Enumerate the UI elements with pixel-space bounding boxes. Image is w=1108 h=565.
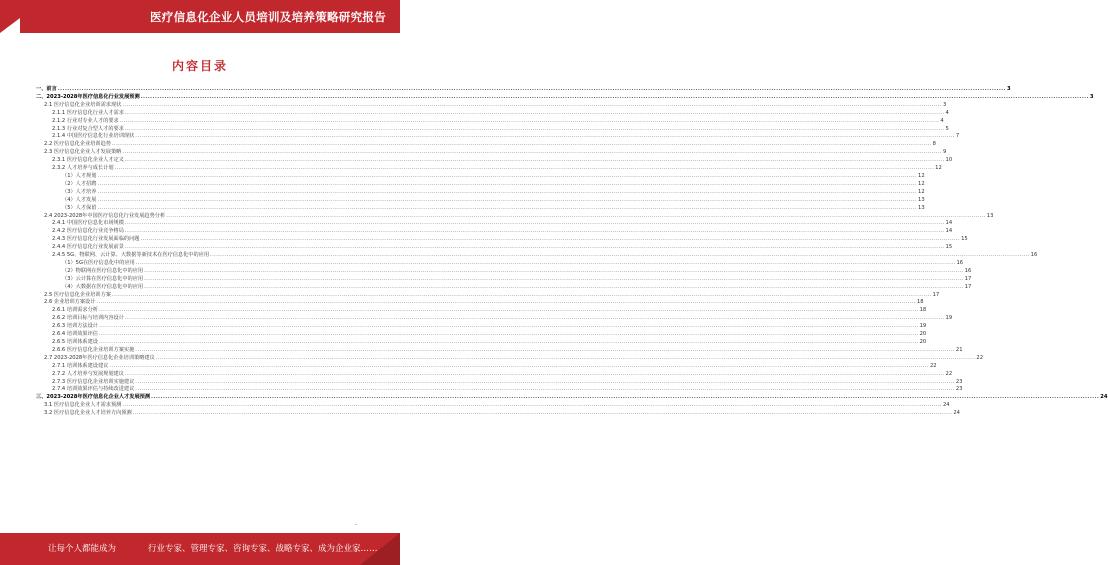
toc-entry[interactable] bbox=[32, 252, 1038, 260]
toc-entry-title: 2.1.3 行业对复合型人才的要求 bbox=[52, 125, 124, 132]
toc-entry-page: 18 bbox=[919, 307, 927, 314]
toc-entry-page: 9 bbox=[942, 149, 947, 156]
toc-entry-title: 2.6.6 医疗信息化企业培训方案实施 bbox=[52, 346, 135, 353]
toc-entry-title: （4）人才发展 bbox=[62, 196, 97, 203]
toc-entry-title: 2.4.5 5G、物联网、云计算、大数据等新技术在医疗信息化中的应用 bbox=[52, 252, 210, 259]
toc-heading: 内容目录 bbox=[171, 59, 228, 73]
toc-entry-page: 10 bbox=[945, 157, 953, 164]
header-banner bbox=[0, 0, 400, 33]
toc-entry-page: 13 bbox=[918, 196, 925, 203]
toc-entry-title: 2.5 医疗信息化企业培训方案 bbox=[44, 291, 111, 298]
toc-entry-page: 18 bbox=[917, 299, 924, 306]
toc-entry-page: 17 bbox=[964, 283, 972, 290]
toc-entry[interactable] bbox=[32, 172, 925, 181]
toc-leader-dots: ................................................................................................................................................................................................................................................................................................................................................................................................................ bbox=[97, 172, 918, 179]
toc-entry-page: 3 bbox=[942, 101, 947, 108]
toc-entry-page: 5 bbox=[945, 125, 949, 132]
toc-entry-page: 24 bbox=[1100, 394, 1108, 401]
toc-entry-page: 3 bbox=[1089, 93, 1094, 100]
toc-entry-page: 7 bbox=[955, 133, 960, 140]
toc-leader-dots: ................................................................................................................................................................................................................................................................................................................................................................................................................ bbox=[97, 204, 918, 211]
toc-entry-page: 12 bbox=[935, 165, 942, 172]
toc-entry-title: 2.6.4 培训效果评估 bbox=[52, 331, 98, 338]
toc-leader-dots: ................................................................................................................................................................................................................................................................................................................................................................................................................ bbox=[124, 315, 945, 322]
toc-entry-page: 8 bbox=[932, 141, 936, 148]
toc-entry-title: （3）人才培养 bbox=[62, 188, 97, 195]
toc-entry[interactable] bbox=[32, 86, 1011, 94]
toc-entry[interactable] bbox=[32, 236, 968, 244]
toc-entry[interactable] bbox=[32, 93, 1094, 102]
toc-entry-title: 二、2023-2028年医疗信息化行业发展预测 bbox=[36, 93, 140, 100]
toc-entry[interactable] bbox=[32, 339, 927, 347]
toc-entry-page: 24 bbox=[953, 410, 960, 417]
toc-entry[interactable] bbox=[32, 331, 927, 339]
toc-entry-page: 3 bbox=[1007, 86, 1011, 92]
toc-entry[interactable] bbox=[32, 244, 953, 252]
toc-entry-title: 三、2023-2028年医疗信息化企业人才发展预测 bbox=[36, 394, 151, 401]
toc-entry-page: 20 bbox=[919, 331, 927, 338]
toc-entry-title: 2.4.4 医疗信息化行业发展前景 bbox=[52, 244, 124, 251]
toc-entry-title: 3.2 医疗信息化企业人才培养方向预测 bbox=[44, 410, 132, 417]
toc-entry[interactable] bbox=[32, 267, 972, 276]
table-of-contents bbox=[32, 86, 1108, 418]
toc-entry-title: 2.3.1 医疗信息化企业人才定义 bbox=[52, 157, 124, 164]
toc-entry-title: 2.4.2 医疗信息化行业竞争格局 bbox=[52, 228, 124, 235]
toc-entry-page: 23 bbox=[955, 378, 963, 385]
toc-entry[interactable] bbox=[32, 370, 953, 379]
toc-entry[interactable] bbox=[32, 275, 972, 284]
footer-banner bbox=[0, 533, 400, 565]
toc-entry-page: 15 bbox=[945, 244, 953, 251]
toc-entry-page: 16 bbox=[964, 267, 972, 274]
toc-entry-title: 2.6.3 培训方法设计 bbox=[52, 323, 98, 330]
toc-entry-page: 16 bbox=[956, 259, 964, 266]
toc-entry-page: 12 bbox=[918, 188, 925, 195]
toc-entry[interactable] bbox=[32, 117, 944, 126]
toc-entry-title: 一、前言 bbox=[36, 86, 57, 92]
toc-entry-title: 2.7.4 培训效果评估与持续改进建议 bbox=[52, 386, 135, 393]
toc-leader-dots: ................................................................................................................................................................................................................................................................................................................................................................................................................ bbox=[135, 386, 955, 393]
report-title: 医疗信息化企业人员培训及培养策略研究报告 bbox=[150, 10, 386, 24]
toc-entry-title: （1）5G在医疗信息化中的应用 bbox=[62, 259, 135, 266]
toc-leader-dots: ................................................................................................................................................................................................................................................................................................................................................................................................................ bbox=[111, 291, 932, 298]
toc-leader-dots: ................................................................................................................................................................................................................................................................................................................................................................................................................ bbox=[166, 212, 986, 219]
toc-entry-title: 2.1.2 行业对专业人才的要求 bbox=[52, 117, 119, 124]
toc-entry[interactable] bbox=[32, 402, 950, 410]
toc-entry[interactable] bbox=[32, 259, 964, 268]
toc-leader-dots: ................................................................................................................................................................................................................................................................................................................................................................................................................ bbox=[124, 220, 945, 227]
toc-leader-dots: ................................................................................................................................................................................................................................................................................................................................................................................................................ bbox=[124, 109, 945, 116]
toc-entry[interactable] bbox=[32, 362, 937, 371]
toc-leader-dots: ................................................................................................................................................................................................................................................................................................................................................................................................................ bbox=[135, 133, 955, 140]
toc-leader-dots: ................................................................................................................................................................................................................................................................................................................................................................................................................ bbox=[96, 299, 916, 306]
toc-entry-page: 19 bbox=[919, 323, 927, 330]
toc-leader-dots: ................................................................................................................................................................................................................................................................................................................................................................................................................ bbox=[98, 323, 919, 330]
toc-entry-title: 2.7 2023-2028年医疗信息化企业培训策略建议 bbox=[44, 354, 155, 361]
toc-leader-dots: ................................................................................................................................................................................................................................................................................................................................................................................................................ bbox=[57, 86, 1007, 92]
toc-entry-title: 2.6.2 培训目标与培训内容设计 bbox=[52, 315, 124, 322]
toc-entry-page: 4 bbox=[940, 117, 944, 124]
toc-entry-page: 4 bbox=[945, 109, 949, 116]
footer-slogan-left: 让每个人都能成为 bbox=[48, 544, 117, 554]
toc-leader-dots: ................................................................................................................................................................................................................................................................................................................................................................................................................ bbox=[124, 125, 945, 132]
toc-entry-page: 14 bbox=[945, 220, 953, 227]
toc-entry[interactable] bbox=[32, 204, 925, 213]
toc-leader-dots: ................................................................................................................................................................................................................................................................................................................................................................................................................ bbox=[151, 394, 1100, 401]
toc-entry-page: 17 bbox=[964, 275, 972, 282]
toc-leader-dots: ................................................................................................................................................................................................................................................................................................................................................................................................................ bbox=[140, 236, 961, 243]
toc-leader-dots: ................................................................................................................................................................................................................................................................................................................................................................................................................ bbox=[144, 267, 964, 274]
toc-leader-dots: ................................................................................................................................................................................................................................................................................................................................................................................................................ bbox=[210, 252, 1030, 259]
toc-leader-dots: ................................................................................................................................................................................................................................................................................................................................................................................................................ bbox=[124, 157, 945, 164]
toc-entry[interactable] bbox=[32, 101, 947, 110]
toc-entry-title: 2.6.1 培训需求分析 bbox=[52, 307, 98, 314]
toc-entry-title: 2.1 医疗信息化企业培训需求现状 bbox=[44, 101, 122, 108]
toc-entry-page: 16 bbox=[1030, 252, 1038, 259]
toc-entry-page: 13 bbox=[986, 212, 994, 219]
toc-entry[interactable] bbox=[32, 196, 925, 205]
toc-leader-dots: ................................................................................................................................................................................................................................................................................................................................................................................................................ bbox=[124, 370, 945, 377]
toc-leader-dots: ................................................................................................................................................................................................................................................................................................................................................................................................................ bbox=[144, 283, 964, 290]
toc-entry-title: 2.7.3 医疗信息化企业培训实施建议 bbox=[52, 378, 135, 385]
toc-entry-title: 2.3.2 人才培养与成长计划 bbox=[52, 165, 114, 172]
toc-entry-title: 2.3 医疗信息化企业人才发展策略 bbox=[44, 149, 122, 156]
toc-entry-page: 21 bbox=[955, 346, 963, 353]
toc-entry[interactable] bbox=[32, 323, 927, 331]
toc-entry-page: 22 bbox=[945, 370, 953, 377]
header-accent bbox=[0, 0, 44, 33]
toc-leader-dots: ................................................................................................................................................................................................................................................................................................................................................................................................................ bbox=[114, 165, 935, 172]
toc-entry-title: 2.4.1 中国医疗信息化市场规模 bbox=[52, 220, 124, 227]
page-marker: - bbox=[355, 521, 358, 528]
toc-leader-dots: ................................................................................................................................................................................................................................................................................................................................................................................................................ bbox=[124, 244, 945, 251]
toc-entry[interactable] bbox=[32, 165, 942, 173]
toc-entry-page: 12 bbox=[918, 172, 925, 179]
toc-entry-page: 12 bbox=[918, 180, 925, 187]
toc-entry-title: （2）人才招聘 bbox=[62, 180, 97, 187]
toc-entry[interactable] bbox=[32, 180, 925, 189]
toc-entry-title: （2）物联网在医疗信息化中的应用 bbox=[62, 267, 144, 274]
toc-leader-dots: ................................................................................................................................................................................................................................................................................................................................................................................................................ bbox=[98, 331, 919, 338]
toc-leader-dots: ................................................................................................................................................................................................................................................................................................................................................................................................................ bbox=[111, 141, 932, 148]
toc-entry-title: 2.4 2023-2028年中国医疗信息化行业发展趋势分析 bbox=[44, 212, 166, 219]
toc-entry[interactable] bbox=[32, 315, 953, 323]
toc-entry-page: 15 bbox=[961, 236, 968, 243]
toc-entry-title: 2.6.5 培训体系建设 bbox=[52, 339, 98, 345]
toc-leader-dots: ................................................................................................................................................................................................................................................................................................................................................................................................................ bbox=[109, 362, 929, 369]
toc-leader-dots: ................................................................................................................................................................................................................................................................................................................................................................................................................ bbox=[98, 307, 919, 314]
toc-entry-title: 2.1.1 医疗信息化行业人才需求 bbox=[52, 109, 124, 116]
toc-entry-page: 24 bbox=[942, 402, 950, 409]
toc-entry[interactable] bbox=[32, 188, 925, 197]
toc-entry-page: 14 bbox=[945, 228, 953, 235]
toc-entry[interactable] bbox=[32, 157, 953, 165]
toc-leader-dots: ................................................................................................................................................................................................................................................................................................................................................................................................................ bbox=[122, 101, 942, 108]
toc-leader-dots: ................................................................................................................................................................................................................................................................................................................................................................................................................ bbox=[119, 117, 940, 124]
toc-leader-dots: ................................................................................................................................................................................................................................................................................................................................................................................................................ bbox=[124, 228, 945, 235]
toc-entry-title: （5）人才保留 bbox=[62, 204, 97, 211]
toc-leader-dots: ................................................................................................................................................................................................................................................................................................................................................................................................................ bbox=[122, 402, 942, 409]
toc-entry[interactable] bbox=[32, 109, 949, 118]
toc-entry-page: 23 bbox=[955, 386, 963, 393]
toc-entry-title: 2.4.3 医疗信息化行业发展面临的问题 bbox=[52, 236, 140, 243]
toc-leader-dots: ................................................................................................................................................................................................................................................................................................................................................................................................................ bbox=[97, 196, 918, 203]
toc-leader-dots: ................................................................................................................................................................................................................................................................................................................................................................................................................ bbox=[132, 410, 953, 417]
toc-leader-dots: ................................................................................................................................................................................................................................................................................................................................................................................................................ bbox=[140, 93, 1089, 100]
toc-entry-page: 13 bbox=[918, 204, 925, 211]
toc-entry[interactable] bbox=[32, 346, 963, 355]
toc-leader-dots: ................................................................................................................................................................................................................................................................................................................................................................................................................ bbox=[144, 275, 964, 282]
toc-entry[interactable] bbox=[32, 410, 960, 418]
footer-slogan-right: 行业专家、管理专家、咨询专家、战略专家、成为企业家…… bbox=[148, 544, 378, 554]
toc-entry-page: 19 bbox=[945, 315, 953, 322]
toc-entry[interactable] bbox=[32, 354, 984, 363]
toc-entry-title: 2.7.2 人才培养与发展规划建议 bbox=[52, 370, 124, 377]
toc-entry-title: 2.7.1 培训体系建设建议 bbox=[52, 362, 109, 369]
toc-entry-title: （4）大数据在医疗信息化中的应用 bbox=[62, 283, 144, 290]
toc-leader-dots: ................................................................................................................................................................................................................................................................................................................................................................................................................ bbox=[122, 149, 942, 156]
toc-entry-title: （3）云计算在医疗信息化中的应用 bbox=[62, 275, 144, 282]
toc-leader-dots: ................................................................................................................................................................................................................................................................................................................................................................................................................ bbox=[97, 188, 918, 195]
toc-leader-dots: ................................................................................................................................................................................................................................................................................................................................................................................................................ bbox=[97, 180, 918, 187]
toc-entry-title: 3.1 医疗信息化企业人才需求预测 bbox=[44, 402, 122, 409]
toc-entry-page: 17 bbox=[932, 291, 940, 298]
toc-entry[interactable] bbox=[32, 149, 947, 157]
toc-leader-dots: ................................................................................................................................................................................................................................................................................................................................................................................................................ bbox=[98, 339, 919, 345]
toc-entry-page: 20 bbox=[919, 339, 927, 345]
toc-entry[interactable] bbox=[32, 283, 972, 292]
toc-leader-dots: ................................................................................................................................................................................................................................................................................................................................................................................................................ bbox=[155, 354, 976, 361]
toc-leader-dots: ................................................................................................................................................................................................................................................................................................................................................................................................................ bbox=[135, 259, 956, 266]
toc-entry-page: 22 bbox=[976, 354, 984, 361]
toc-entry-title: 2.2 医疗信息化企业培训趋势 bbox=[44, 141, 111, 148]
toc-entry-title: （1）人才规划 bbox=[62, 172, 97, 179]
toc-leader-dots: ................................................................................................................................................................................................................................................................................................................................................................................................................ bbox=[135, 378, 955, 385]
toc-leader-dots: ................................................................................................................................................................................................................................................................................................................................................................................................................ bbox=[135, 346, 955, 353]
toc-entry-title: 2.6 企业培训方案设计 bbox=[44, 299, 96, 306]
toc-entry-page: 22 bbox=[929, 362, 937, 369]
toc-entry-title: 2.1.4 中国医疗信息化行业培训现状 bbox=[52, 133, 135, 140]
